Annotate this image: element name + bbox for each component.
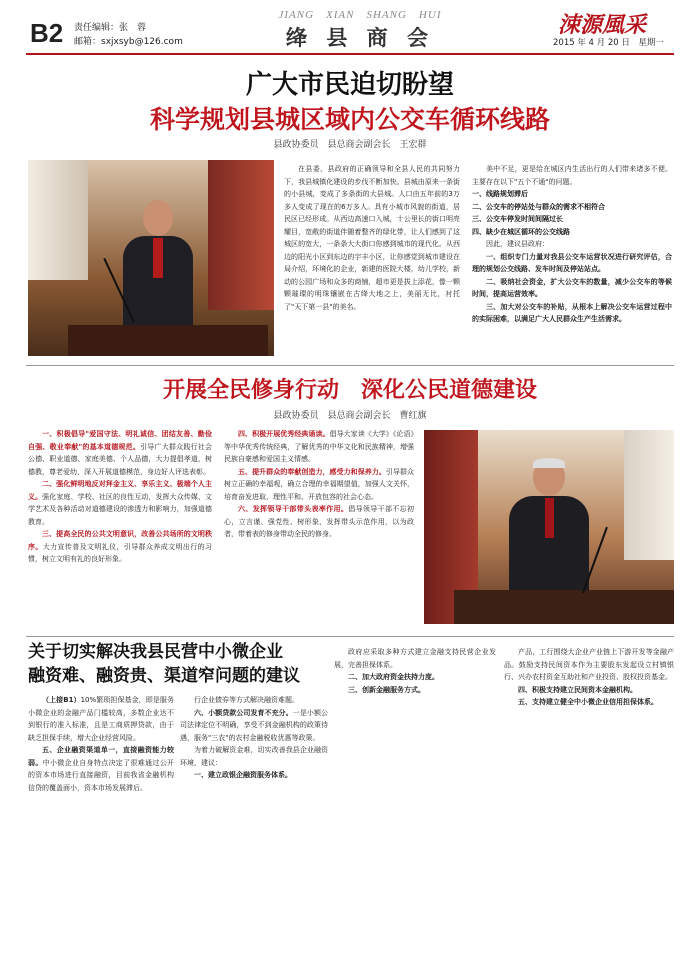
issue-date: 2015 年 4 月 20 日 星期一	[553, 38, 664, 48]
article3-col4-head-1: 四、积极支持建立民间资本金融机构。	[518, 685, 637, 694]
article3-col3	[334, 646, 496, 970]
podium-shape-2	[454, 590, 674, 624]
article3-col1-text: 10%繁琐担保基金，即是服务小微企业的金融产品门槛较高，多数企业达不到银行的准入标准，且是工商质押贷款，由于缺乏担保手续，增大企业经营风险。	[28, 696, 174, 742]
article2-body-1: 引导广大群众践行社会公德、职业道德、家庭美德、个人品德，大力提倡孝道，树德教，尊老爱幼，深入开展道德模范，身边好人评选表彰。	[28, 442, 212, 476]
article2-byline: 县政协委员 县总商会副会长 曹红旗	[273, 411, 427, 421]
article3-col2-head-1: 六、小额贷款公司发育不充分。	[194, 708, 293, 717]
article2-body-6: 倡导领导干部不忘初心，立言谨、强党性、树形象，发挥带头示范作用，以为政者，带着表的修身带动全民的修身。	[224, 505, 414, 538]
article3-col1-head: 五、企业融资渠道单一，直接融资能力较弱。	[28, 746, 174, 767]
article3-col2-sub: 一、建立政银企融资服务体系。	[194, 771, 292, 779]
article2-body-2: 强化家庭、学校、社区的良性互动，发挥大众传媒、文学艺术及各种活动对道德建设的渗透力和影响力，加强道德教育。	[28, 492, 212, 526]
article3-col4-head-2: 五、支持建立健全中小微企业信用担保体系。	[518, 698, 658, 706]
article1-col1	[284, 163, 460, 357]
article3-title1: 关于切实解决我县民营中小微企业	[28, 642, 283, 662]
article2-head-4: 四、积极开展优秀经典诵读。	[238, 430, 330, 438]
article1-suggest-1: 一、组织专门力量对我县公交车运营状况进行研究评估，合理的规划公交线路、发车时间及停站站点。	[472, 252, 672, 273]
article1-suggest-intro: 因此，建议县政府：	[486, 240, 549, 248]
article3-col3-body: 政府应采取多种方式建立金融支持民营企业发展，完善担保体系。	[334, 648, 496, 669]
article1-col1-text: 在县委、县政府的正确领导和全县人民的共同努力下，我县城镇化建设的步伐不断加快。县城由原来一条街的小县城，变成了多条街的大县城。人口由五年前的3万多人变成了现在的6万多人。具有小城市风貌的街道，居民区已经形成。从西边高速口入城，十公里长的街口明亮耀目，宽敞的街道伴随着整齐的绿化带，让人们感到了这城区的宽大，一条条大大街口你感到城市的现代化。从西边的阳光小区到东边的宇丰小区，让你感觉到城市建设在局介绍，环境化的企业，新建的医院大楼，幼儿学校，新动的公园广场和众多的商铺，超市更是拔上添花，像一颗颗璀璨的明珠镶嵌在古绛大地之上，美丽无比，衬托了"天下第一县"的美名。	[284, 165, 460, 311]
article3-col4-body: 产品，工行围绕大企业产业链上下游开发等金融产品。鼓励支持民间资本作为主要股东发起设立村镇银行、兴办农村资金互助社和产业投资、股权投资基金。	[504, 648, 674, 681]
article3-lead-label: （上接B1）	[42, 696, 81, 704]
article1-title1: 广大市民迫切盼望	[245, 70, 454, 100]
article2-col1	[28, 428, 212, 626]
article1-title2: 科学规划县城区域内公交车循环线路	[149, 105, 550, 134]
speaker-figure-2	[509, 458, 589, 598]
article3-col3-head-1: 二、加大政府资金扶持力度。	[348, 673, 439, 681]
article2-head-1: 一、积极倡导"爱国守法、明礼诚信、团结友善、勤俭自强、敬业奉献"的基本道德规范。	[28, 430, 212, 451]
article2-head-6: 六、发挥领导干部带头表率作用。	[238, 505, 349, 513]
window-icon	[28, 160, 88, 280]
article3-col2	[180, 694, 328, 970]
article1-col2-text: 美中不足，更是给在城区内生活出行的人们带来诸多不便。主要存在以下"五个不通"的问题。	[472, 165, 672, 186]
article3-col1-rest: 中小微企业自身特点决定了很难通过公开的资本市场进行直接融资，目前我省金融机构信贷的覆盖面小，资本市场发展滞后。	[28, 758, 174, 792]
curtain-shape	[208, 160, 274, 310]
article1-point-3: 三、公交车停发时间间隔过长	[472, 215, 563, 223]
article1-suggest-3: 三、加大对公交车的补贴，从根本上解决公交车运营过程中的实际困难，以满足广大人民群众生产生活需求。	[472, 302, 672, 323]
speaker-figure	[123, 200, 193, 330]
window-icon-2	[624, 430, 674, 560]
article2-title: 开展全民修身行动 深化公民道德建设	[162, 378, 537, 403]
article3-col2-text: 行企业债券等方式解决融资难题。	[194, 696, 299, 704]
article1-byline: 县政协委员 县总商会副会长 王宏群	[273, 140, 427, 150]
section-title: 绛 县 商 会	[286, 25, 434, 50]
article2-body-4: 倡导大家读《大学》《论语》等中华优秀传统经典，了解优秀的中华文化和民族精神，增强民族自豪感和爱国主义情感。	[224, 430, 414, 463]
article2-head-2: 二、强化鲜明地反对拜金主义、享乐主义、极端个人主义。	[28, 480, 212, 501]
masthead	[0, 0, 700, 58]
article2-body-5: 引导群众树立正确的幸福观，确立合理的幸福期望值，加强人文关怀，培育奋发进取、理性平和、开放包容的社会心态。	[224, 467, 414, 501]
brand-title: 涑源風采	[558, 12, 647, 38]
article3-col2-head-2: 为着力破解资金难，切实改善我县企业融资环境，建议：	[180, 746, 328, 767]
divider-1	[26, 365, 674, 366]
article1-suggest-2: 二、吸纳社会资金，扩大公交车的数量，减少公交车的等候时间，提高运营效率。	[472, 277, 672, 298]
podium-shape	[68, 325, 268, 356]
article2-head-5: 五、提升群众的奉献创造力，感受力和保养力。	[238, 467, 386, 476]
section-pinyin: JIANG XIAN SHANG HUI	[278, 9, 442, 21]
page-number: B2	[30, 18, 64, 48]
article2-col2	[224, 428, 414, 626]
article2-head-3: 三、提高全民的公共文明意识，改善公共场所的文明秩序。	[28, 530, 212, 551]
article2-body-3: 大力宣传普及文明礼仪，引导群众养成文明出行的习惯，树立文明有礼的良好形象。	[28, 542, 212, 563]
masthead-rule	[26, 53, 674, 55]
article3-col4	[504, 646, 674, 970]
article1-col2	[472, 163, 672, 357]
article2-photo	[424, 430, 674, 624]
article3-col3-head-2: 三、创新金融服务方式。	[348, 685, 425, 694]
editor-line: 责任编辑：张 蓉	[74, 23, 147, 33]
article1-point-4: 四、缺少在城区循环的公交线路	[472, 227, 570, 236]
article1-point-2: 二、公交车的停站处与群众的需求不相符合	[472, 202, 605, 211]
article3-title2: 融资难、融资贵、渠道窄问题的建议	[28, 666, 300, 686]
article3-col1	[28, 694, 174, 970]
article1-point-1: 一、线路规划滞后	[472, 190, 528, 198]
article1-photo	[28, 160, 274, 356]
divider-2	[26, 636, 674, 637]
email-line: 邮箱：sxjxsyb@126.com	[74, 37, 183, 47]
article3-col2-rest: 一是小额公司法律定位不明确，享受不到金融机构的政策待遇，服务"三农"的农村金融税收优惠等政策。	[180, 708, 328, 742]
